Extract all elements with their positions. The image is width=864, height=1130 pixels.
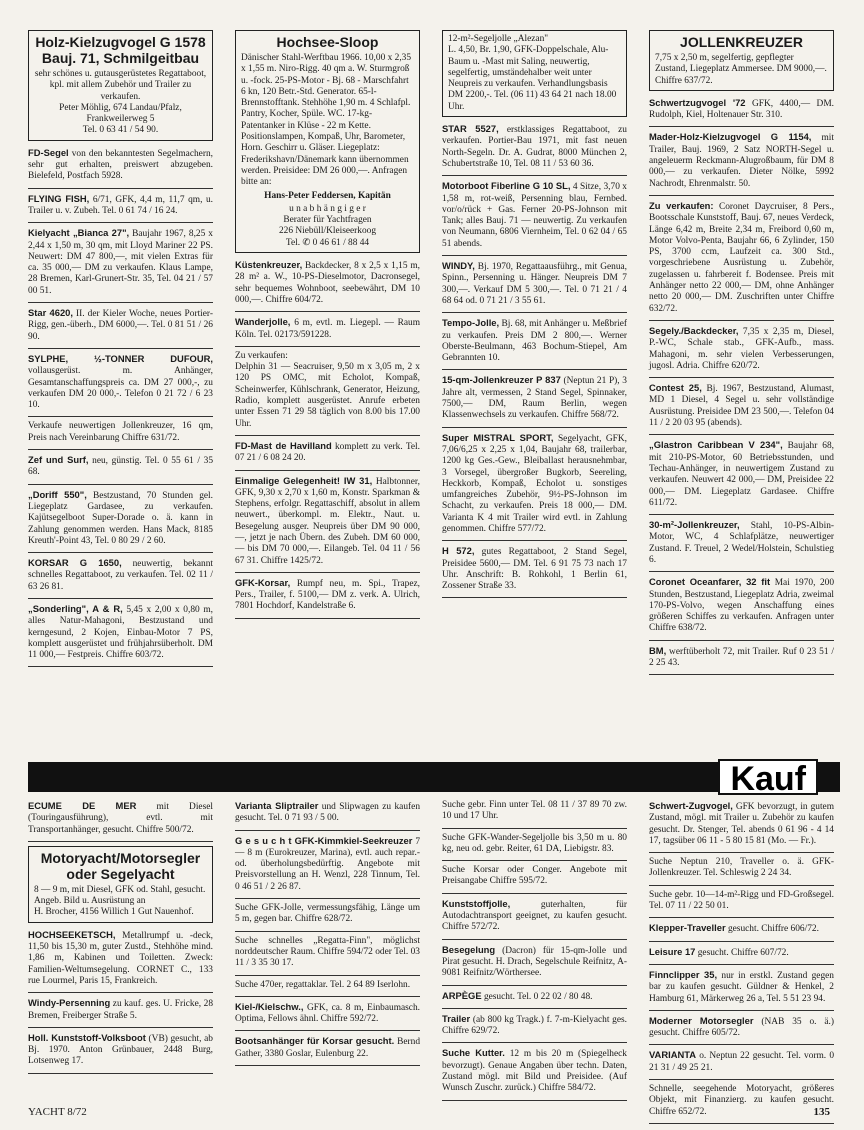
classified-ad: [649, 576, 834, 634]
ad-headline: Kielyacht „Bianca 27",: [28, 227, 130, 239]
classified-ad: [649, 645, 834, 670]
ad-headline: Kunststoffjolle,: [442, 897, 511, 909]
column-5: [28, 800, 213, 1078]
ad-headline: Finnclipper 35,: [649, 968, 718, 980]
ad-divider: [28, 1073, 213, 1074]
page-number: 135: [813, 1106, 830, 1118]
classified-ad: [28, 603, 213, 661]
ad-body: Bernd Gather, 3380 Goslar, Eulenburg 22.: [235, 1037, 421, 1059]
ad-headline: Küstenkreuzer,: [235, 259, 303, 271]
ad-headline: Wanderjolle,: [235, 316, 291, 328]
ad-body: Suche Korsar oder Conger. Angebote mit Preisangabe Chiffre 595/72.: [442, 865, 627, 887]
ad-body: 4 Sitze, 3,70 x 1,58 m, rot-weiß, Persenning blau, Fernbed. vor/o/rück + Gas. Ferner 20-PS-Johnson mit Tank; alles Bauj. 71 — neuwertig. Zu verkaufen von Neumann, 6806 Viernheim, Tel. 0 62 04 / 65 51 abends.: [442, 182, 627, 249]
ad-headline: ECUME DE MER: [28, 800, 137, 811]
classified-ad: [649, 97, 834, 122]
ad-headline: Suche Kutter.: [442, 1047, 505, 1059]
ad-body: GFK, ca. 8 m, Einbaumasch. Optima, Fellows ähnl. Chiffre 592/72.: [235, 1002, 421, 1025]
ad-headline: Trailer: [442, 1012, 471, 1024]
classified-ad: [649, 131, 834, 189]
ad-body: (ab 800 kg Tragk.) f. 7-m-Kielyacht ges. Chiffre 629/72.: [442, 1014, 628, 1037]
ad-body: Baujahr 68, mit 210-PS-Motor, 60 Betriebsstunden, und Techau-Anhänger, in neuwertigem Zustand zu verkaufen. Neuwert 42 000,— DM, Preisidee 22 000,— DM. Liegeplatz Gardasee. Chiffre 611/72.: [649, 441, 835, 508]
ad-divider: [28, 484, 213, 485]
ad-divider: [235, 346, 420, 347]
ad-divider: [28, 188, 213, 189]
ad-body: 6 m, evtl. m. Liegepl. — Raum Köln. Tel. 02173/591228.: [235, 318, 421, 340]
classified-ad: [28, 1032, 213, 1068]
classified-ad: [649, 946, 834, 959]
ad-divider: [235, 975, 420, 976]
ad-divider: [235, 572, 420, 573]
ad-body: Bestzustand, 70 Stunden gel. Liegeplatz Gardasee, zu verkaufen. Kajütsegelboot Super-Dorade o. ä. kann in Zahlung genommen werden. Hans Mack, 8185 Kreuth'-Point 43, Tel. 0 80 29 / 2 60.: [28, 490, 213, 546]
ad-divider: [28, 1027, 213, 1028]
classified-ad: [649, 200, 834, 315]
classified-ad: [235, 980, 420, 991]
boxed-ad-body: 7,75 x 2,50 m, segelfertig, gepflegter Zustand, Liegeplatz Ammersee. DM 9000,—. Chiffre 637/72.: [655, 53, 827, 86]
ad-headline: 15-qm-Jollenkreuzer P 837: [442, 374, 561, 386]
ad-divider: [235, 311, 420, 312]
ad-divider: [649, 1079, 834, 1080]
ad-divider: [649, 434, 834, 435]
ad-divider: [442, 540, 627, 541]
ad-body: (Neptun 21 P), 3 Jahre alt, vermessen, 2 Stand Segel, Spinnaker, 7500,— DM, Raum Berlin, wegen Klassenwechsels zu verkaufen. Chiffre 568/72.: [442, 376, 627, 421]
classified-ad: [649, 519, 834, 566]
ad-divider: [28, 348, 213, 349]
ad-headline: Star 4620,: [28, 307, 73, 319]
classified-ad: [235, 316, 420, 341]
ad-body: o. Neptun 22 gesucht. Tel. vorm. 0 21 31 / 49 25 21.: [649, 1051, 835, 1073]
classified-ad: [235, 440, 420, 465]
classified-ad: [28, 307, 213, 343]
ad-headline: BM,: [649, 644, 667, 656]
ad-divider: [28, 666, 213, 667]
ad-headline: SYLPHE, ½-TONNER DUFOUR,: [28, 352, 213, 364]
boxed-ad-body: 12-m²-Segeljolle „Alezan" L. 4,50, Br. 1,90, GFK-Doppelschale, Alu-Baum u. -Mast mit Saling, neuwertig, segelfertig, umständehalber weit unter Neupreis zu verkaufen. Verhandlungsbasis DM 2200,-. Tel. (06 11) 43 64 21 nach 18.00 Uhr.: [448, 34, 617, 112]
ad-headline: GFK-Korsar,: [235, 576, 291, 588]
classified-ad: [28, 557, 213, 593]
classified-ad: [442, 865, 627, 888]
ad-headline: Leisure 17: [649, 945, 696, 957]
classified-ad: [235, 577, 420, 613]
ad-divider: [28, 416, 213, 417]
classified-ad: [28, 929, 213, 987]
ad-divider: [649, 126, 834, 127]
classified-ad: [649, 922, 834, 935]
ad-divider: [649, 377, 834, 378]
ad-headline: Windy-Persenning: [28, 997, 111, 1009]
boxed-ad-title: JOLLENKREUZER: [680, 34, 803, 50]
column-3: [442, 30, 627, 602]
boxed-ad-signature: Hans-Peter Feddersen, Kapitän: [264, 190, 391, 201]
classified-ad: [235, 936, 420, 970]
ad-body: werftüberholt 72, mit Trailer. Ruf 0 23 51 / 2 25 43.: [649, 646, 834, 669]
classified-ad: [442, 545, 627, 592]
classified-ad: [235, 351, 420, 430]
classified-ad: [28, 147, 213, 183]
ad-headline: G e s u c h t GFK-Kimmkiel-Seekreuzer: [235, 834, 413, 846]
ad-divider: [442, 893, 627, 894]
ad-divider: [235, 470, 420, 471]
classified-ad: [28, 800, 213, 836]
ad-headline: Moderner Motorsegler: [649, 1014, 754, 1026]
column-4: [649, 30, 834, 679]
ad-headline: Klepper-Traveller: [649, 922, 726, 934]
ad-body: Coronet Daycruiser, 8 Pers., Bootsschale Kunststoff, Bauj. 67, neues Verdeck, Länge 6,42 m, Breite 2,34 m, Freibord 0,60 m, Motor Volvo-Penta, Baujahr 66, 6 Zylinder, 150 PS, 3700 ccm, Laufzeit ca. 300 Std., vorgeschriebene Ausrüstung u. Zubehör, zugelassen u. fahrbereit f. Bodensee. Preis mit Anhänger netto 22 000,— DM, ohne Anhänger netto 20 000,— DM. Zuschriften unter Chiffre 632/72.: [649, 201, 834, 314]
ad-headline: ARPÈGE: [442, 989, 482, 1001]
ad-divider: [442, 828, 627, 829]
classified-ad: [442, 800, 627, 823]
ad-body: mit Trailer, Bauj. 1969, 2 Satz NORTH-Segel u. angeleuerm Reckmann-Alugroßbaum, für DM 8 000,— zu verkaufen. Dieter Nölke, 5992 Nachrodt, Ehrenmalstr. 50.: [649, 133, 834, 189]
ad-body: Suche 470er, regattaklar. Tel. 2 64 89 Iserlohn.: [235, 979, 411, 990]
ad-divider: [649, 1010, 834, 1011]
classified-ad: [28, 421, 213, 444]
ad-divider: [235, 1065, 420, 1066]
ad-divider: [442, 427, 627, 428]
ad-headline: „Sonderling", A & R,: [28, 602, 123, 614]
boxed-ad-body: sehr schönes u. gutausgerüstetes Regattaboot, kpl. mit allem Zubehör und Trailer zu verkaufen. Peter Möhlig, 674 Landau/Pfalz, Frankweilerweg 5 Tel. 0 63 41 / 54 90.: [34, 69, 207, 136]
boxed-ad: [442, 30, 627, 117]
ad-headline: Holl. Kunststoff-Volksboot: [28, 1031, 146, 1043]
ad-divider: [649, 514, 834, 515]
boxed-ad: [28, 30, 213, 141]
ad-headline: Coronet Oceanfarer, 32 fit: [649, 576, 771, 588]
ad-body: GFK, 4400,— DM. Rudolph, Kiel, Holtenauer Str. 310.: [649, 98, 835, 121]
ad-divider: [235, 996, 420, 997]
ad-body: 7,35 x 2,35 m, Diesel, P.-WC, Schale stab., GFK-Aufb., mass. Mahagoni, m. sehr vielen Verbesserungen, jugosl. Adria. Chiffre 620/72.: [649, 326, 834, 371]
ad-body: Schnelle, seegehende Motoryacht, größeres Objekt, mit Finanzierg. zu kaufen gesucht. Chiffre 652/72.: [649, 1084, 834, 1117]
ad-body: Stahl, 10-PS-Albin-Motor, WC, 4 Schlafplätze, neuwertiger Zustand. F. Treuel, 2 Wedel/Holstein, Schulstieg 6.: [649, 521, 834, 565]
classified-ad: [442, 833, 627, 856]
ad-divider: [28, 302, 213, 303]
ad-body: Segelyacht, GFK, 7,06/6,25 x 2,25 x 1,04, Baujahr 68, trailerbar, 1200 kg Ges.-Gew., Bleiballast herausnehmbar, 3 Vorsegel, übergroßer Bugkorb, Seereling, Heckkorb, Kompaß, Echolot u. sonstiges umfangreiches Zubehör, 9½-PS-Johnson im Schacht, zu verkaufen. Preis 18 000,— DM. Varianta K 4 mit Trailer wird evtl. in Zahlung genommen. Chiffre 577/72.: [442, 433, 628, 534]
classified-ad: [28, 193, 213, 218]
classified-ad: [649, 800, 834, 847]
ad-body: von den bekanntesten Segelmachern, sehr gut erhalten, preiswert abzugeben. Bielefeld, Postfach 5928.: [28, 148, 213, 182]
classified-ad: [442, 180, 627, 250]
ad-body: GFK bevorzugt, in gutem Zustand, mögl. mit Trailer u. Zubehör zu kaufen gesucht. Dr. Stenger, Tel. abends 0 61 96 - 4 14 17, tagsüber 06 11 - 5 80 15 81 (Mo. — Fr.).: [649, 802, 834, 846]
ad-body: Baujahr 1967, 8,25 x 2,44 x 1,50 m, 30 qm, mit Lloyd Mariner 22 PS. Neuwert: DM 47 800,—, mit vielen Extras für ca. 35 000,— DM zu verkaufen. Klaus Lampe, 28 Bremen, Karl-Grunert-Str. 35, Tel. 04 21 / 57 00 51.: [28, 229, 213, 296]
ad-body: nur in erstkl. Zustand gegen bar zu kaufen gesucht. Güldner & Henkel, 2 Hamburg 61, Märkerweg 26 a, Tel. 5 51 23 94.: [649, 970, 834, 1004]
ad-headline: Tempo-Jolle,: [442, 317, 500, 329]
ad-divider: [235, 435, 420, 436]
ad-body: und Slipwagen zu kaufen gesucht. Tel. 0 71 93 / 5 00.: [235, 802, 421, 824]
classified-ad: [442, 1047, 627, 1094]
ad-headline: FD-Mast de Havilland: [235, 439, 332, 451]
ad-body: erstklassiges Regattaboot, zu verkaufen. Portier-Bau 1971, mit fast neuen North-Segeln. Dr. A. Gudrat, 8000 München 2, Schubertstraße 10, Tel. 08 11 / 53 60 36.: [442, 125, 627, 169]
ad-body: gesucht. Tel. 0 22 02 / 80 48.: [483, 991, 593, 1002]
column-7: [442, 800, 627, 1105]
ad-divider: [442, 1008, 627, 1009]
ad-divider: [649, 941, 834, 942]
ad-divider: [649, 674, 834, 675]
boxed-ad-title: Holz-Kielzugvogel G 1578 Bauj. 71, Schmilgeitbau: [35, 34, 206, 66]
ad-body: Metallrumpf u. -deck, 11,50 bis 15,30 m, guter Zustd., Stehhöhe mind. 1,86 m, Kabinen und Toiletten. Zweck: Familien-Weltumsegelung. CORNET C., 133 rue Lourmel, Paris 15, Frankreich.: [28, 930, 214, 986]
ad-body: mit Diesel (Touringausführung), evtl. mit Transportanhänger, gesucht. Chiffre 500/72.: [28, 802, 213, 835]
ad-divider: [28, 598, 213, 599]
ad-divider: [442, 175, 627, 176]
classified-ad: [235, 1035, 420, 1060]
ad-headline: H 572,: [442, 545, 475, 557]
ad-body: Mai 1970, 200 Stunden, Bestzustand, Liegeplatz Adria, zweimal 170-PS-Volvo, wegen Anschaffung eines größeren Schiffes zu verkaufen. Anfragen unter Chiffre 638/72.: [649, 578, 835, 634]
ad-headline: Schwert-Zugvogel,: [649, 800, 733, 811]
ad-headline: WINDY,: [442, 260, 475, 272]
classified-ad: [649, 1084, 834, 1118]
ad-divider: [649, 852, 834, 853]
ad-body: Bj. 68, mit Anhänger u. Meßbrief zu verkaufen. Preis DM 2 800,—. Werner Oberste-Beulmann, 463 Bochum-Stiepel, Am Gebrannten 10.: [442, 319, 628, 364]
ad-body: zu kauf. ges. U. Fricke, 28 Bremen, Freiberger Straße 5.: [28, 999, 214, 1021]
classified-ad: [28, 454, 213, 479]
classified-ad: [649, 382, 834, 429]
classified-ad: [649, 969, 834, 1005]
classified-ad: [649, 890, 834, 913]
ad-headline: Einmalige Gelegenheit! IW 31,: [235, 474, 373, 486]
ad-headline: STAR 5527,: [442, 123, 499, 135]
ad-body: guterhalten, für Autodachtransport geeignet, zu kaufen gesucht. Chiffre 572/72.: [442, 899, 627, 933]
ad-divider: [28, 222, 213, 223]
ad-divider: [442, 369, 627, 370]
ad-body: 12 m bis 20 m (Spiegelheck bevorzugt). Genaue Angaben über techn. Daten, Zustand mögl. mit Bild und Preisidee. (Auf Wunsch Zuschr. zurück.) Chiffre 584/72.: [442, 1049, 627, 1094]
ad-headline: Besegelung: [442, 943, 496, 955]
ad-divider: [649, 571, 834, 572]
ad-headline: Varianta Sliptrailer: [235, 800, 319, 811]
ad-divider: [235, 830, 420, 831]
classified-ad: [649, 1015, 834, 1040]
classified-ad: [442, 317, 627, 364]
classified-ad: [649, 439, 834, 509]
ad-headline: Motorboot Fiberline G 10 SL,: [442, 180, 571, 192]
boxed-ad-title: Motoryacht/Motorsegler oder Segelyacht: [40, 849, 201, 882]
boxed-ad-body: Dänischer Stahl-Werftbau 1966. 10,00 x 2,35 x 1,55 m. Niro-Rigg. 40 qm a. W. Sturmgroß u. -fock. 25-PS-Motor - Bj. 68 - Marschfahrt 6 kn, 120 Betr.-Std. Generator. 65-l-Brennstofftank. Stehhöhe 1,90 m. 4 Schlafpl. Pantry, Kocher, Spüle. WC. 17-kg-Patentanker in Klüse - 22 m Kette. Positionslampen, Kompaß, Uhr, Barometer, Horn. Geschirr u. Gläser. Liegeplatz: Frederikshavn/Dänemark kann übernommen werden. Preisidee: DM 26 000,—. Anfragen bitte an:: [241, 53, 412, 188]
ad-divider: [442, 939, 627, 940]
ad-body: Halbtonner, GFK, 9,30 x 2,70 x 1,60 m, Konstr. Sparkman & Stephens, erfolgr. Regattaschiff, absolut in allem neuwert., überkompl. m. Elektr., Naut. u. Besegelung ausger. Neupreis über DM 90 000,—, jetzt je nach Übern. des Zubeh. DM 60 000,— bis DM 70 000,—. Eilangeb. Tel. 04 11 / 56 67 31. Chiffre 1425/72.: [235, 476, 420, 566]
ad-body: neuwertig, bekannt schnelles Regattaboot, zu verkaufen. Tel. 02 11 / 63 26 81.: [28, 559, 214, 592]
ad-divider: [649, 917, 834, 918]
ad-divider: [649, 640, 834, 641]
ad-divider: [28, 449, 213, 450]
ad-headline: Contest 25,: [649, 382, 702, 394]
ad-divider: [442, 860, 627, 861]
ad-body: Suche GFK-Jolle, vermessungsfähig, Länge um 5 m, gegen bar. Chiffre 628/72.: [235, 903, 420, 925]
ad-divider: [442, 1042, 627, 1043]
ad-divider: [649, 885, 834, 886]
ad-body: Suche Neptun 210, Traveller o. ä. GFK-Jollenkreuzer. Tel. Schleswig 2 24 34.: [649, 857, 834, 879]
ad-body: (Dacron) für 15-qm-Jolle und Pirat gesucht. H. Drach, Segelschule Reifnitz, A-9081 Reifnitz/Wörthersee.: [442, 945, 627, 979]
ad-divider: [235, 898, 420, 899]
classified-ad: [235, 903, 420, 926]
classified-ad: [442, 374, 627, 421]
ad-headline: Super MISTRAL SPORT,: [442, 431, 554, 443]
ad-headline: Zef und Surf,: [28, 454, 89, 466]
classified-ad: [649, 1049, 834, 1074]
classified-ad: [442, 260, 627, 307]
boxed-ad-contact: u n a b h ä n g i g e r Berater für Yachtfragen 226 Niebüll/Kleiseerkoog Tel. ✆ 0 46 61 / 88 44: [278, 203, 377, 248]
column-8: [649, 800, 834, 1128]
ad-divider: [649, 1123, 834, 1124]
ad-headline: Mader-Holz-Kielzugvogel G 1154,: [649, 131, 812, 143]
boxed-ad-body: 8 — 9 m, mit Diesel, GFK od. Stahl, gesucht. Angeb. Bild u. Ausrüstung an H. Brocher, 4156 Willich 1 Gut Nauenhof.: [34, 884, 206, 918]
classified-ad: [28, 353, 213, 411]
ad-body: Suche gebr. 10—14-m²-Rigg und FD-Großsegel. Tel. 07 11 / 22 50 01.: [649, 889, 834, 912]
ad-body: neu, günstig. Tel. 0 55 61 / 35 68.: [28, 456, 214, 478]
ad-divider: [442, 255, 627, 256]
boxed-ad: [649, 30, 834, 91]
classified-ad: [442, 990, 627, 1003]
ad-divider: [28, 552, 213, 553]
ad-body: gesucht. Chiffre 606/72.: [727, 924, 819, 935]
column-2: [235, 30, 420, 623]
ad-divider: [649, 195, 834, 196]
ad-body: Bj. 1970, Regattaausführg., mit Genua, Spinn., Persenning u. Hänger. Neupreis DM 7 300,—. Verkauf DM 5 300,—. Tel. 0 71 21 / 4 68 64 od. 0 71 21 / 3 55 61.: [442, 262, 628, 306]
ad-body: gutes Regattaboot, 2 Stand Segel, Preisidee 5600,— DM. Tel. 6 91 75 73 nach 17 Uhr. Anschrift: B. Rohkohl, 1 Berlin 61, Zossener Straße 33.: [442, 547, 628, 592]
ad-body: komplett zu verk. Tel. 07 21 / 6 08 24 20.: [235, 441, 420, 464]
boxed-ad-title: Hochsee-Sloop: [276, 34, 379, 50]
section-banner: [28, 760, 840, 798]
column-6: [235, 800, 420, 1070]
classified-ad: [442, 944, 627, 980]
ad-body: Suche GFK-Wander-Segeljolle bis 3,50 m u. 80 kg, neu od. gebr. Reiter, 61 DA, Liebigstr. 83.: [442, 832, 627, 854]
classified-ad: [235, 1001, 420, 1026]
ad-divider: [235, 931, 420, 932]
ad-headline: „Glastron Caribbean V 234",: [649, 439, 783, 451]
ad-body: 6/71, GFK, 4,4 m, 11,7 qm, u. Trailer u. v. Zubeh. Tel. 0 61 74 / 16 24.: [28, 194, 213, 216]
ad-headline: HOCHSEEKETSCH,: [28, 928, 116, 940]
ad-divider: [28, 841, 213, 842]
ad-body: Backdecker, 8 x 2,5 x 1,15 m, 28 m² a. W., 10-PS-Dieselmotor, Dacronsegel, sehr bequemes Wohnboot, seebewährt, DM 10 000,—. Chiffre 604/72.: [235, 261, 420, 305]
ad-headline: Zu verkaufen:: [649, 199, 714, 211]
ad-divider: [649, 320, 834, 321]
ad-body: (NAB 35 o. ä.) gesucht. Chiffre 605/72.: [649, 1016, 834, 1039]
classified-ad: [442, 1013, 627, 1038]
ad-headline: Schwertzugvogel '72: [649, 96, 746, 108]
ad-headline: „Doriff 550",: [28, 488, 87, 500]
ad-divider: [649, 964, 834, 965]
ad-body: 5,45 x 2,00 x 0,80 m, alles Natur-Mahagoni, Bestzustand und kerngesund, 2 Kojen, Einbau-Motor 7 PS, komplett ausgerüstet und frühjahrsüberholt. DM 11 000,— Festpreis. Chiffre 603/72.: [28, 604, 214, 661]
ad-body: Suche gebr. Finn unter Tel. 08 11 / 37 89 70 zw. 10 und 17 Uhr.: [442, 800, 627, 822]
ad-body: Suche schnelles „Regatta-Finn", möglichst norddeutscher Raum. Chiffre 594/72 oder Tel. 03 11 / 3 35 30 17.: [235, 935, 420, 969]
ad-headline: FLYING FISH,: [28, 192, 90, 204]
footer-issue: YACHT 8/72: [28, 1106, 87, 1118]
ad-body: Rumpf neu, m. Spi., Trapez, Pers., Trailer, f. 5100,— DM z. verk. A. Ulrich, 7801 Hochdorf, Kandelstraße 6.: [235, 578, 421, 612]
classified-ad: [28, 997, 213, 1022]
boxed-ad: [235, 30, 420, 253]
ad-divider: [442, 1100, 627, 1101]
classified-ad: [442, 432, 627, 536]
ad-headline: VARIANTA: [649, 1049, 697, 1061]
ad-body: Verkaufe neuwertigen Jollenkreuzer, 16 qm, Preis nach Vereinbarung Chiffre 631/72.: [28, 421, 213, 443]
ad-body: Bj. 1967, Bestzustand, Alumast, MD 1 Diesel, 4 Segel u. sehr vollständige Ausrüstung. Preisidee DM 23 500,—. Telefon 04 11 / 2 20 03 95 (abends).: [649, 384, 834, 429]
ad-headline: 30-m²-Jollenkreuzer,: [649, 519, 740, 531]
ad-headline: FD-Segel: [28, 146, 69, 158]
ad-divider: [442, 312, 627, 313]
ad-body: Zu verkaufen: Delphin 31 — Seacruiser, 9,50 m x 3,05 m, 2 x 120 PS OMC, mit Echolot, Kompaß, Scheinwerfer, Kühlschrank, Generator, Heizung, Radio, komplett ausgerüstet. Anrufe erbeten unter Essen 71 29 58 täglich von 8.00 bis 17.00 Uhr.: [235, 350, 420, 429]
ad-divider: [649, 1044, 834, 1045]
column-1: [28, 30, 213, 671]
classified-ad: [235, 800, 420, 825]
classified-ad: [649, 325, 834, 372]
classified-ad: [235, 835, 420, 893]
ad-divider: [235, 618, 420, 619]
section-title-kauf: Kauf: [718, 759, 818, 795]
ad-headline: Kiel-/Kielschw.,: [235, 1000, 304, 1012]
classified-ad: [235, 259, 420, 306]
classified-ad: [649, 857, 834, 880]
ad-divider: [235, 1030, 420, 1031]
classified-ad: [442, 123, 627, 170]
classified-ad: [28, 227, 213, 297]
ad-divider: [28, 992, 213, 993]
ad-divider: [442, 597, 627, 598]
ad-body: II. der Kieler Woche, neues Portier-Rigg, gen.-überh., DM 6000,—. Tel. 0 81 51 / 26 90.: [28, 309, 213, 342]
ad-headline: Segely./Backdecker,: [649, 324, 739, 336]
classified-ad: [442, 898, 627, 934]
classified-ad: [235, 475, 420, 567]
ad-divider: [442, 985, 627, 986]
ad-body: gesucht. Chiffre 607/72.: [697, 947, 789, 958]
ad-body: (VB) gesucht, ab Bj. 1970. Anton Grünbauer, 2448 Burg, Lotsenweg 17.: [28, 1033, 213, 1067]
boxed-ad: [28, 846, 213, 923]
classified-ad: [28, 489, 213, 547]
ad-body: 7 — 8 m (Eurokreuzer, Marina), evtl. auch repar.- od. überholungsbedürftig. Angebote mit Preisvorstellung an H. Wenzl, 228 Tinnum, Tel. 0 46 51 / 2 26 87.: [235, 836, 420, 892]
ad-headline: KORSAR G 1650,: [28, 557, 122, 569]
ad-body: vollausgerüst. m. Anhänger, Gesamtanschaffungspreis ca. DM 27 000,-, zu verkaufen DM 20 000,-. Telefon 0 21 72 / 6 23 10.: [28, 366, 213, 411]
ad-headline: Bootsanhänger für Korsar gesucht.: [235, 1035, 395, 1047]
